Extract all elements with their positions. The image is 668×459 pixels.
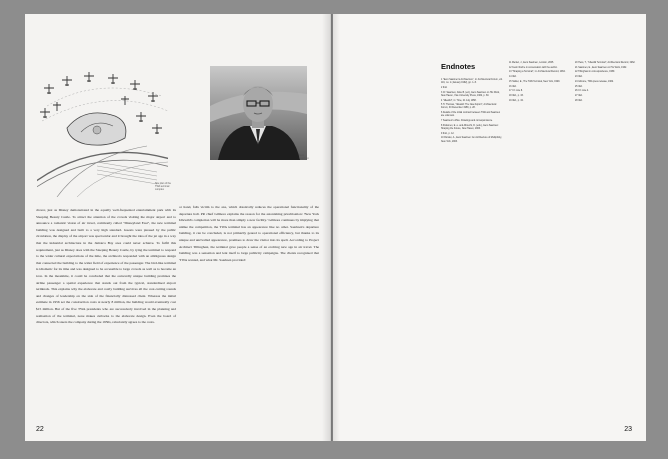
endnote: 15 Stoller, E., The TWA Terminal, New York, 1999. — [509, 80, 560, 83]
site-plan-caption: Site plan of the TWA terminal complex — [155, 182, 171, 191]
left-page — [25, 14, 331, 441]
endnote: 24 Gilmore, TWA press release, 1962. — [575, 80, 614, 83]
portrait-caption: Eero Saarinen — [299, 154, 309, 160]
body-text-column-left: drover, just as Disney demonstrated in the equally well-frequented entertainment park with its Sleeping Beauty Castle. To attract the attention of the crowds visiting the major airport and to announce a romantic vision of air travel, commonly called "Disneyland East", the new terminal building was designed and built to a very high standard. Guests were pleased by the public circulation, the display of the airport was spectacular and it brought the idea of the jet age in a way that the industrial architecture in the Jamaica Bay area could never achieve. To fulfil this requirement, just as Disney does with the Sleeping Beauty Castle, by tying the terminal to respond to the wider cultural expectations of the time, the architects responded with an ambiguous design that connected the building to the wider field of experience of the passenger. The bird-like terminal is idiomatic for its time and was designed to be accessible to large crowds as well as to become an icon. In the meantime, it could be concluded that the outwardly unique building promises the airline passenger a spatial experience that stands out from the typical, standardised airport terminals. This explains why the elaborate and costly building survives all the cost-cutting rounds and changes of leadership on the side of the financially distressed client. Whereas the initial estimate in 1956 set the construction costs at nearly 8 million, the building would eventually cost $15 million. But of the five TWA presidents who are successively involved in the planning and realisation of the terminal, none makes cutbacks to the elaborate design. Even the board of directors, which steers the company during the 1950s, reluctantly agrees to the costs. — [36, 208, 176, 325]
endnote: 13 "Shaping a Terminal", in: Architectural Record, 1962. — [509, 71, 566, 74]
book-gutter-shadow — [322, 14, 340, 441]
endnote: 22 Tillinghast in correspondence, 1959. — [575, 71, 615, 74]
endnote: 5 H. Thomas, "Idlewild: The New Airport", Architectural Forum, 30 December 1959, p. 28. — [441, 104, 497, 110]
endnote: 23 Ibid. — [575, 76, 583, 79]
endnote: 1 "Eero Saarinen's Architecture", in: Architectural Forum, vol. 116, no. 1 (January 1962), pp. 1–5. — [441, 79, 503, 85]
endnotes-column-1 — [441, 79, 503, 145]
endnote: 11 Merkel, J., Eero Saarinen, London, 2005. — [509, 62, 554, 64]
endnotes-column-3 — [575, 62, 637, 104]
endnote: 19 Ibid., p. 34. — [509, 99, 524, 102]
endnotes-column-2 — [509, 62, 571, 104]
endnote: 27 Ibid. — [575, 94, 583, 97]
portrait-photo — [210, 66, 307, 160]
endnote: 28 Ibid. — [575, 99, 583, 102]
endnote: 6 Details of the initial contract between TWA and Saarinen are unknown. — [441, 112, 501, 118]
endnote: 18 Ibid., p. 33. — [509, 94, 524, 97]
endnote: 20 Hess, T., "Idlewild Terminal", Architectural Record, 1962. — [575, 62, 636, 64]
right-page — [333, 14, 646, 441]
endnote: 26 Cf. note 4. — [575, 90, 589, 93]
endnote: 7 Saarinen's office. Drawings and correspondence. — [441, 120, 493, 123]
site-plan-illustration — [37, 66, 168, 197]
body-text-column-right: or hand, falls victim to the axe, which drastically reduces the operational functionality of the departure hall. PR chief Gilmore explains the reason for the astonishing prioritisation: 'New York Idlewild's completion will be more than simply a new facility.' Gilmore continues by implying that unlike the competition, the TWA terminal has an appearance like no other. Saarinen's departure building, it can be concluded, is not primarily geared to operational efficiency, but thanks to its unique and unrivalled appearance, promises to draw the visitor into its spell. According to Project Architect Tillinghast, the terminal gave people a sense of an exciting new age in air travel. The building was a sensation and lent itself to large publicity campaigns. The clients recognised that 'TWA wanted, and what Mr. Saarinen provided'. — [179, 205, 319, 262]
endnote: 10 Román, A., Eero Saarinen: An Architecture of Multiplicity, New York, 2003. — [441, 137, 502, 143]
endnotes-heading: Endnotes — [441, 62, 476, 71]
endnote: 14 Ibid. — [509, 76, 517, 79]
endnote: 17 Cf. note 8. — [509, 90, 523, 93]
endnote: 21 Saarinen, E., Eero Saarinen on His Work, 1962. — [575, 66, 627, 69]
page-number: 22 — [36, 426, 44, 433]
endnote: 16 Ibid. — [509, 85, 517, 88]
page-number: 23 — [624, 426, 632, 433]
endnote: 8 Pelkonen, E.-L. and Albrecht, D. (eds.), Eero Saarinen: Shaping the Future, New Haven, 2006. — [441, 124, 499, 130]
endnote: 4 "Idlewild", in: Time, 21 July 1958. — [441, 99, 477, 102]
endnote: 25 Ibid. — [575, 85, 583, 88]
endnote: 9 Ibid., p. 12. — [441, 132, 455, 135]
endnote: 2 Ibid. — [441, 86, 448, 89]
endnote: 3 Cf. Saarinen, Aline B. (ed.), Eero Saarinen on His Work, New Haven, Yale University Press, 1962, p. 60. — [441, 91, 500, 97]
endnote: 12 Kevin Roche in conversation with the author. — [509, 66, 558, 69]
